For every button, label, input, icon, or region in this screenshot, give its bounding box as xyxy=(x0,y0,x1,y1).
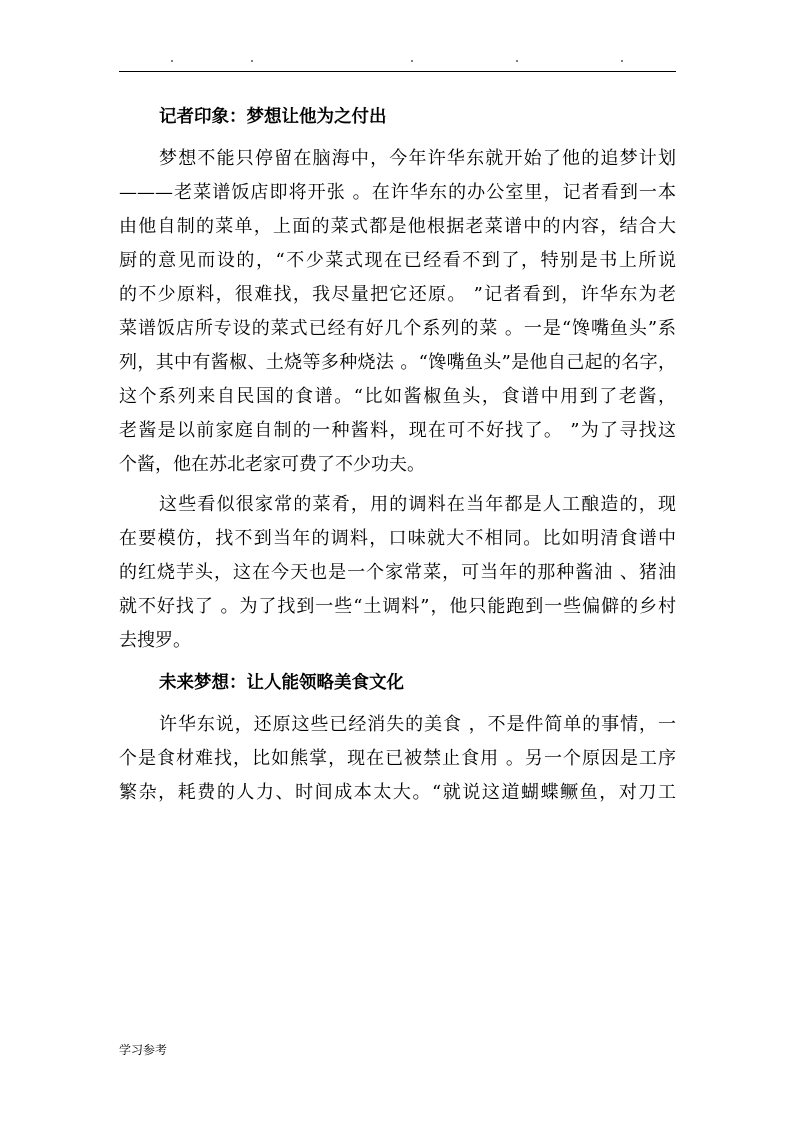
text-line: 梦想不能只停留在脑海中，今年许华东就开始了他的追梦计划 xyxy=(159,148,676,169)
paragraph xyxy=(119,142,676,482)
text-line: 在要模仿，找不到当年的调料，口味就大不相同。比如明清食谱中 xyxy=(119,528,676,549)
header-dots xyxy=(119,60,676,70)
text-line: 许华东说，还原这些已经消失的美食 ，不是件简单的事情，一 xyxy=(159,714,676,735)
text-line: 老酱是以前家庭自制的一种酱料，现在可不好找了。 ”为了寻找这 xyxy=(119,420,676,441)
section-heading: 记者印象：梦想让他为之付出 xyxy=(159,107,387,127)
text-line: 厨的意见而设的，“不少菜式现在已经看不到了，特别是书上所说 xyxy=(119,250,676,271)
section-heading: 未来梦想：让人能领略美食文化 xyxy=(159,673,404,693)
text-line: 繁杂，耗费的人力、时间成本太大。“就说这道蝴蝶鳜鱼，对刀工 xyxy=(119,782,676,803)
text-line: 这些看似很家常的菜肴，用的调料在当年都是人工酿造的，现 xyxy=(159,494,676,515)
footer-label: 学习参考 xyxy=(119,1043,168,1057)
text-line: 就不好找了 。为了找到一些“土调料”，他只能跑到一些偏僻的乡村 xyxy=(119,596,676,617)
text-line: 去搜罗。 xyxy=(119,630,191,651)
text-line: 个酱，他在苏北老家可费了不少功夫。 xyxy=(119,454,425,475)
text-line: 的不少原料，很难找，我尽量把它还原。 ”记者看到，许华东为老 xyxy=(119,284,676,305)
text-line: 的红烧芋头，这在今天也是一个家常菜，可当年的那种酱油 、猪油 xyxy=(119,562,676,583)
text-line: 个是食材难找，比如熊掌，现在已被禁止食用 。另一个原因是工序 xyxy=(119,748,676,769)
header-dot xyxy=(171,60,173,62)
paragraph xyxy=(119,708,676,810)
header-dot xyxy=(516,60,518,62)
paragraph xyxy=(119,488,676,658)
header-dot xyxy=(621,60,623,62)
header-dot xyxy=(251,60,253,62)
text-line: 由他自制的菜单，上面的菜式都是他根据老菜谱中的内容，结合大 xyxy=(119,216,676,237)
document-body xyxy=(119,98,676,816)
header-dot xyxy=(411,60,413,62)
text-line: 菜谱饭店所专设的菜式已经有好几个系列的菜 。一是“馋嘴鱼头”系 xyxy=(119,318,676,339)
text-line: 列，其中有酱椒、土烧等多种烧法 。“馋嘴鱼头”是他自己起的名字， xyxy=(119,352,676,373)
text-line: 这个系列来自民国的食谱。“比如酱椒鱼头，食谱中用到了老酱， xyxy=(119,386,676,407)
text-line: ———老菜谱饭店即将开张 。在许华东的办公室里，记者看到一本 xyxy=(119,182,676,203)
header-rule xyxy=(119,71,676,72)
